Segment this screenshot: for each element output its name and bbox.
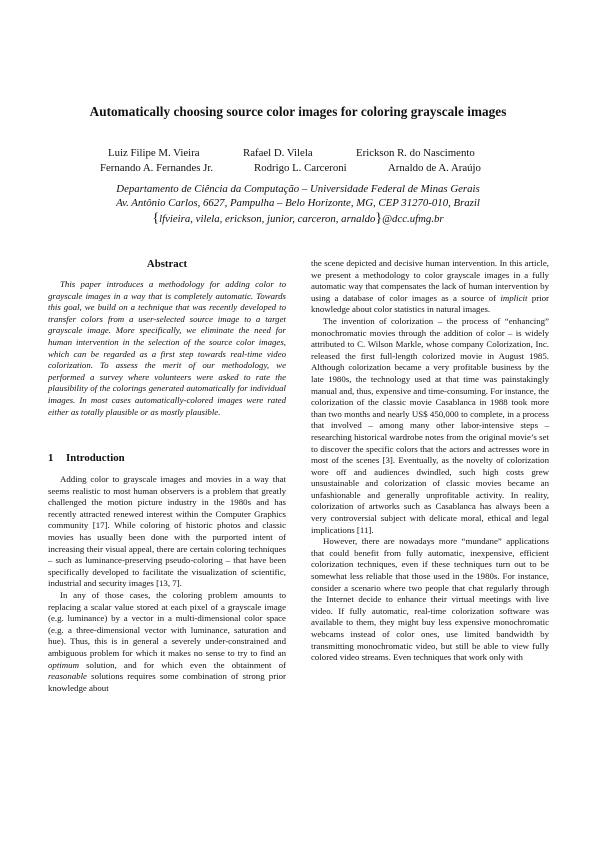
body-paragraph: However, there are nowadays more “mundane” applications that could benefit from fully automatic, inexpensive, efficient colorization techniques, even if these techniques turn out to be somewhat less reliable that those used in the 1980s. For instance, consider a scenario where two people that chat regularly through the Internet decide to enhance their virtual meetings with live video. If fully automatic, real-time colorization software was available to them, they might buy less expensive monochromatic webcams instead of color ones, use limited bandwidth by transmitting monochromatic video, but still be able to view fully colored video streams. Even techniques that work only with [311,536,549,663]
email-brace-open: { [152,211,160,226]
section-number: 1 [48,452,54,464]
text-run: solution, and for which even the obtainment of [78,659,286,670]
author-name: Luiz Filipe M. Vieira [108,147,200,159]
abstract-heading: Abstract [146,258,188,270]
text-run: In any of those cases, the coloring problem amounts to replacing a scalar value stored at each pixel of a grayscale image (e.g. luminance) by a vector in a multi-dimensional color space (e.g. a three-dimensional vector with luminance, saturation and hue). Thus, this is in general a severely under-constrained and ambiguous problem for which it makes no sense to try to find an [48,589,286,658]
affiliation-department: Departamento de Ciência da Computação – Universidade Federal de Minas Gerais [116,183,480,195]
abstract-paragraph: This paper introduces a methodology for adding color to grayscale images in a way that is completely automatic. Towards this goal, we build on a technique that was recently developed to transfer colors from a user-selected source image to a target grayscale image. More specifically, we eliminate the need for human intervention in the selection of the source color images, which can be regarded as a first step towards real-time video colorization. To assess the merit of our methodology, we performed a survey where volunteers were asked to rate the plausibility of the colorings generated automatically for individual images. In most cases automatically-colored images were rated either as totally plausible or as mostly plausible. [48,279,286,417]
author-name: Rafael D. Vilela [243,147,313,159]
introduction-right-column [311,258,549,664]
author-name: Erickson R. do Nascimento [356,147,475,159]
author-name: Fernando A. Fernandes Jr. [100,162,214,174]
email-users: lfvieira, vilela, erickson, junior, carceron, arnaldo [159,213,376,225]
abstract-body [48,279,286,418]
section-heading-introduction [48,452,125,464]
email-brace-close: } [375,211,383,226]
author-name: Rodrigo L. Carceroni [254,162,347,174]
emphasis: optimum [48,659,79,670]
body-paragraph: The invention of colorization – the process of “enhancing” monochromatic movies through the addition of color – is widely attributed to C. Wilson Markle, whose company Colorization, Inc. released the first full-length colorized movie in August 1985. Although colorization became a very profitable business by the late 1980s, the technology used at that time was painstakingly manual and, thus, expensive and time-consuming. For instance, the colorization of the classic movie Casablanca in 1988 took more than two months and nearly US$ 450,000 to complete, in a process that involved – among many other labor-intensive steps – researching historical wardrobe notes from the original movie’s set to discover the specific colors that the actors and actresses wore in most of the scenes [3]. Eventually, as the novelty of colorization wore off and audiences dwindled, such high costs grew unsustainable and colorization of classic movies became an unfashionable and generally unprofitable activity. In reality, colorization of artworks such as Casablanca has always been a very controversial subject with delicate moral, ethical and legal implications [11]. [311,315,549,535]
text-run: solutions requires some combination of strong prior knowledge about [48,671,286,693]
paper-title: Automatically choosing source color images for coloring grayscale images [89,104,507,119]
emphasis: implicit [500,292,528,303]
author-name: Arnaldo de A. Araújo [388,162,481,174]
emphasis: reasonable [48,671,87,682]
body-paragraph [48,590,286,694]
author-emails [0,211,596,227]
body-paragraph: Adding color to grayscale images and movies in a way that seems realistic to most human observers is a problem that greatly challenged the motion picture industry in the 1980s and has recently attracted renewed interest within the Computer Graphics community [17]. While coloring of historic photos and classic movies has usually been done with the purported intent of increasing their visual appeal, there are certain coloring techniques – such as luminance-preserving pseudo-coloring – that have been specifically developed to facilitate the visualization of scientific, industrial and security images [13, 7]. [48,474,286,589]
email-domain: @dcc.ufmg.br [382,213,444,225]
text-run: the scene depicted and decisive human intervention. In this article, we present a methodology to color grayscale images in a fully automatic way that compensates the lack of human intervention by using a database of color images as a source of [311,258,549,303]
affiliation-address: Av. Antônio Carlos, 6627, Pampulha – Belo Horizonte, MG, CEP 31270-010, Brazil [116,197,480,209]
section-title: Introduction [66,452,125,464]
body-paragraph [311,258,549,316]
introduction-left-column [48,474,286,694]
text-run: prior knowledge about color statistics in natural images. [311,292,549,315]
